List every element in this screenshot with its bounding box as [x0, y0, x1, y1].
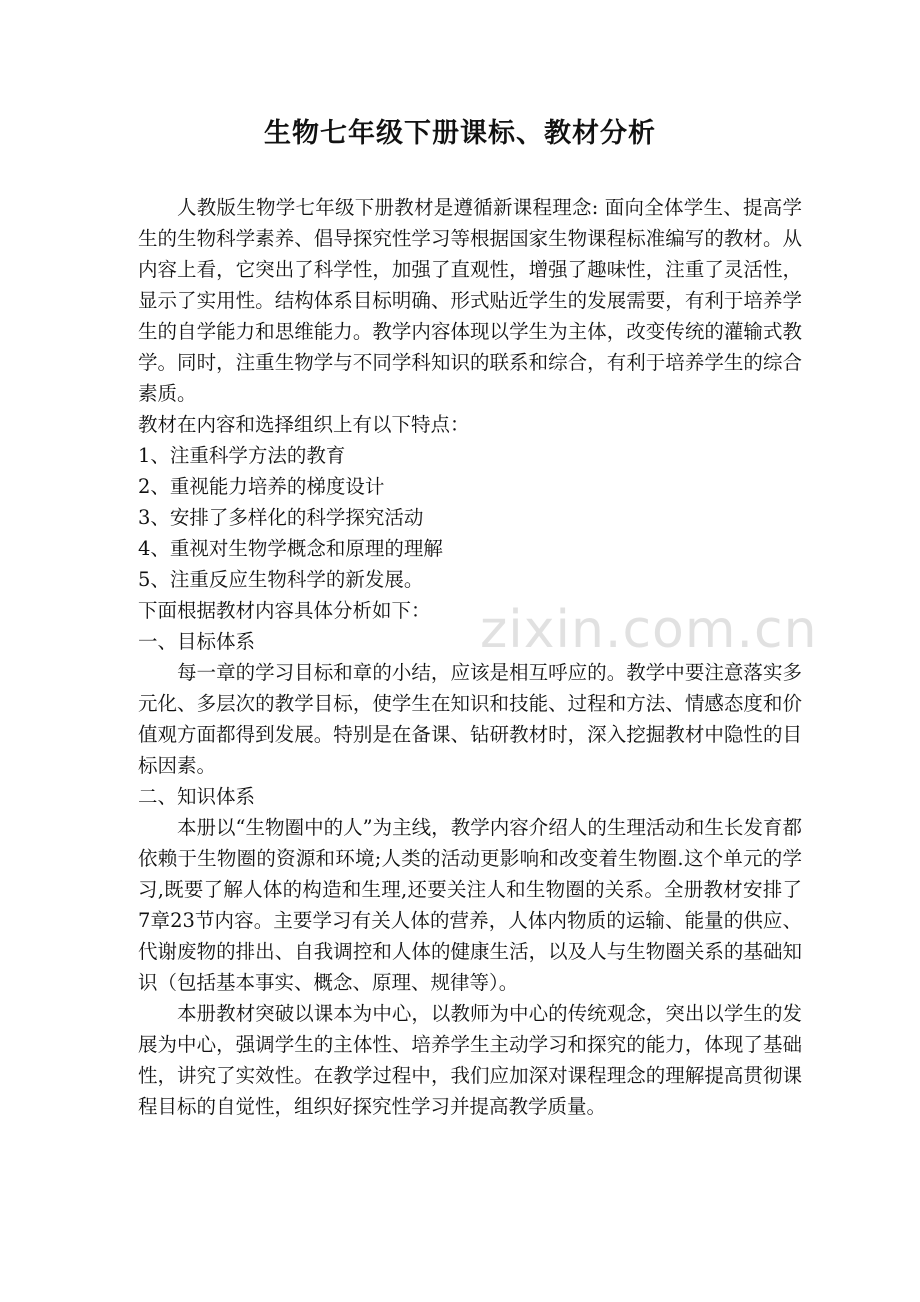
feature-item: 5、注重反应生物科学的新发展。 [138, 568, 424, 591]
features-intro: 教材在内容和选择组织上有以下特点： [138, 413, 470, 436]
section-paragraph: 每一章的学习目标和章的小结，应该是相互呼应的。教学中要注意落实多元化、多层次的教学目标，使学生在知识和技能、过程和方法、情感态度和价值观方面都得到发展。特别是在备课、钻研教材时，深入挖掘教材中隐性的目标因素。 [138, 661, 802, 777]
document-title: 生物七年级下册课标、教材分析 [264, 118, 656, 149]
feature-item: 2、重视能力培养的梯度设计 [138, 475, 385, 498]
feature-item: 3、安排了多样化的科学探究活动 [138, 506, 424, 529]
section-heading: 一、目标体系 [138, 630, 256, 653]
section-paragraph: 本册以“生物圈中的人”为主线，教学内容介绍人的生理活动和生长发育都依赖于生物圈的资源和环境;人类的活动更影响和改变着生物圈.这个单元的学习,既要了解人体的构造和生理,还要关注人和生物圈的关系。全册教材安排了7章23节内容。主要学习有关人体的营养，人体内物质的运输、能量的供应、代谢废物的排出、自我调控和人体的健康生活，以及人与生物圈关系的基础知识（包括基本事实、概念、原理、规律等）。 [138, 816, 802, 994]
intro-paragraph: 人教版生物学七年级下册教材是遵循新课程理念: 面向全体学生、提高学生的生物科学素养、倡导探究性学习等根据国家生物课程标准编写的教材。从内容上看，它突出了科学性，加强了直观性，增强了趣味性，注重了灵活性，显示了实用性。结构体系目标明确、形式贴近学生的发展需要，有利于培养学生的自学能力和思维能力。教学内容体现以学生为主体，改变传统的灌输式教学。同时，注重生物学与不同学科知识的联系和综合，有利于培养学生的综合素质。 [138, 196, 802, 405]
watermark: zixin.com.cn [480, 600, 818, 660]
document-body [138, 192, 802, 1122]
feature-item: 4、重视对生物学概念和原理的理解 [138, 537, 443, 560]
analysis-intro: 下面根据教材内容具体分析如下： [138, 599, 431, 622]
feature-item: 1、注重科学方法的教育 [138, 444, 346, 467]
section-heading: 二、知识体系 [138, 785, 256, 808]
section-paragraph: 本册教材突破以课本为中心，以教师为中心的传统观念，突出以学生的发展为中心，强调学生的主体性、培养学生主动学习和探究的能力，体现了基础性，讲究了实效性。在教学过程中，我们应加深对课程理念的理解提高贯彻课程目标的自觉性，组织好探究性学习并提高教学质量。 [138, 1002, 802, 1118]
